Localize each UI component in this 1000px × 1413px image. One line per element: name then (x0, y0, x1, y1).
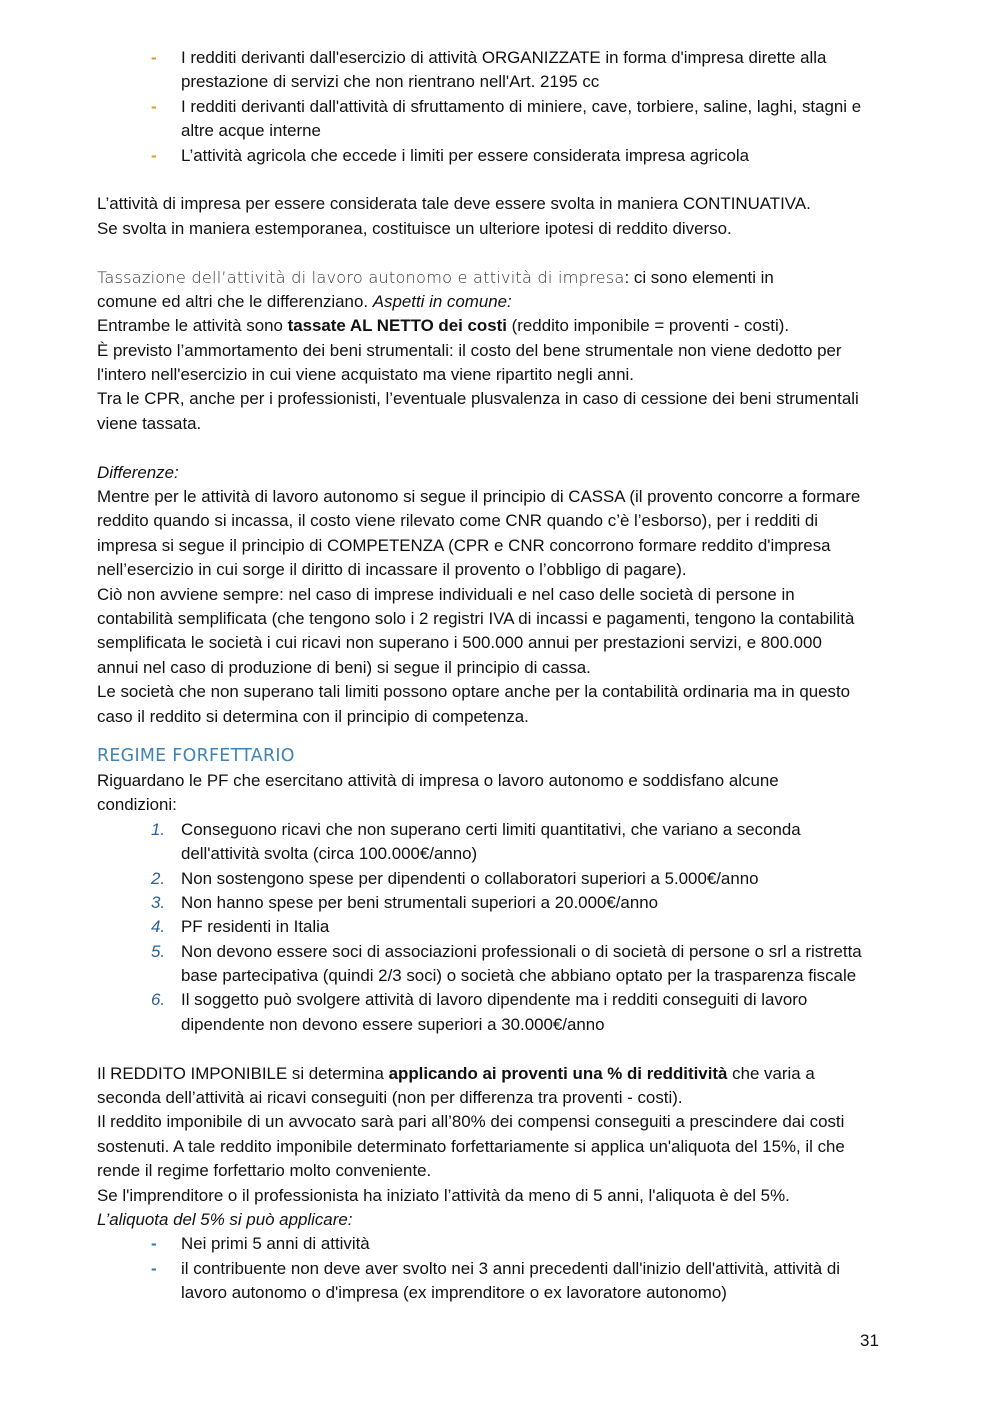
list-item-line: Non devono essere soci di associazioni professionali o di società di persone o srl a ristretta (181, 941, 862, 961)
paragraph-line (97, 1062, 942, 1086)
text-span: che varia a (732, 1063, 815, 1083)
list-number: 6. (151, 990, 166, 1010)
forfettario-section (97, 743, 942, 1037)
imponibile-section (97, 1062, 942, 1306)
list-number: 3. (151, 892, 166, 912)
paragraph-line: impresa si segue il principio di COMPETENZA (CPR e CNR concorrono formare reddito d'impresa (97, 535, 831, 555)
paragraph-line: nell’esercizio in cui sorge il diritto di incassare il provento o l’obbligo di pagare). (97, 560, 687, 580)
list-item (97, 891, 942, 915)
list-number: 4. (151, 917, 166, 937)
list-item (97, 988, 942, 1037)
list-item-line: lavoro autonomo o d'impresa (ex imprenditore o ex lavoratore autonomo) (181, 1283, 727, 1303)
list-item (97, 940, 942, 989)
text-span: Il REDDITO IMPONIBILE si determina (97, 1063, 384, 1083)
list-item (97, 1257, 942, 1306)
italic-heading: L’aliquota del 5% si può applicare: (97, 1209, 353, 1229)
list-item (97, 95, 942, 144)
text-span: (reddito imponibile = proventi - costi). (511, 316, 790, 336)
paragraph-line: Se svolta in maniera estemporanea, costituisce un ulteriore ipotesi di reddito diverso. (97, 218, 732, 238)
list-item (97, 46, 942, 95)
list-item-line: dipendente non devono essere superiori a 30.000€/anno (181, 1014, 605, 1034)
text-span: Entrambe le attività sono (97, 316, 283, 336)
paragraph-line: l'intero nell'esercizio in cui viene acquistato ma viene ripartito negli anni. (97, 365, 634, 385)
list-item (97, 144, 942, 168)
list-item-line: Nei primi 5 anni di attività (181, 1234, 370, 1254)
bullet-dash-icon: - (151, 1258, 157, 1278)
paragraph-line: Mentre per le attività di lavoro autonomo si segue il principio di CASSA (il provento concorre a formare (97, 487, 861, 507)
list-item-line: I redditi derivanti dall'attività di sfruttamento di miniere, cave, torbiere, saline, laghi, stagni e (181, 96, 862, 116)
text-span: : ci sono elementi in (624, 267, 774, 287)
list-number: 2. (151, 868, 166, 888)
section-heading: REGIME FORFETTARIO (97, 745, 295, 766)
aliquota-heading (97, 1208, 942, 1232)
paragraph-line: Riguardano le PF che esercitano attività di impresa o lavoro autonomo e soddisfano alcune (97, 770, 779, 790)
list-item-line: Conseguono ricavi che non superano certi limiti quantitativi, che variano a seconda (181, 819, 801, 839)
conditions-list (97, 818, 942, 1038)
list-item-line: L’attività agricola che eccede i limiti per essere considerata impresa agricola (181, 145, 749, 165)
page-number: 31 (860, 1331, 879, 1350)
paragraph-line: sostenuti. A tale reddito imponibile determinato forfettariamente si applica un'aliquota del 15%, il che (97, 1136, 845, 1156)
bold-text: tassate AL NETTO dei costi (287, 316, 507, 336)
paragraph-line: Il reddito imponibile di un avvocato sarà pari all’80% dei compensi conseguiti a prescindere dai costi (97, 1112, 845, 1132)
list-item-line: dell'attività svolta (circa 100.000€/anno) (181, 844, 478, 864)
text-span: comune ed altri che le differenziano. (97, 291, 369, 311)
list-item-line: base partecipativa (quindi 2/3 soci) o società che abbiano optato per la trasparenza fiscale (181, 966, 857, 986)
bullet-dash-icon: - (151, 48, 157, 67)
list-item-line: altre acque interne (181, 121, 321, 141)
differenze-heading (97, 461, 942, 485)
bullet-dash-icon: - (151, 1234, 157, 1254)
list-item-line: I redditi derivanti dall'esercizio di attività ORGANIZZATE in forma d'impresa dirette alla (181, 48, 827, 67)
aspetti-comune-label: Aspetti in comune: (372, 291, 512, 311)
paragraph-continuativa (97, 192, 942, 241)
list-item (97, 1232, 942, 1256)
list-number: 5. (151, 941, 166, 961)
list-item-line: il contribuente non deve aver svolto nei 3 anni precedenti dall'inizio dell'attività, attività di (181, 1258, 841, 1278)
paragraph-line (97, 266, 942, 290)
aliquota-list (97, 1232, 942, 1305)
paragraph-line: L’attività di impresa per essere considerata tale deve essere svolta in maniera CONTINUATIVA. (97, 194, 811, 214)
paragraph-line: Le società che non superano tali limiti possono optare anche per la contabilità ordinaria ma in questo (97, 682, 851, 702)
paragraph-line (97, 314, 942, 338)
paragraph-line: rende il regime forfettario molto conveniente. (97, 1161, 432, 1181)
list-number: 1. (151, 819, 166, 839)
paragraph-line: caso il reddito si determina con il principio di competenza. (97, 706, 529, 726)
paragraph-line: seconda dell’attività ai ricavi conseguiti (non per differenza tra proventi - costi). (97, 1088, 683, 1108)
differenze-section (97, 461, 942, 729)
tassazione-section (97, 266, 942, 437)
bold-text: applicando ai proventi una % di redditività (388, 1063, 728, 1083)
paragraph-line: annui nel caso di produzione di beni) si segue il principio di cassa. (97, 657, 591, 677)
bullet-dash-icon: - (151, 96, 157, 116)
paragraph-line: semplificata le società i cui ricavi non superano i 500.000 annui per prestazioni servizi, e 800.000 (97, 633, 822, 653)
list-item-line: PF residenti in Italia (181, 917, 330, 937)
list-item-line: prestazione di servizi che non rientrano nell'Art. 2195 cc (181, 72, 600, 92)
list-item (97, 867, 942, 891)
intro-list (97, 46, 942, 168)
italic-heading: Differenze: (97, 462, 179, 482)
paragraph-line: condizioni: (97, 795, 177, 815)
paragraph-line: contabilità semplificata (che tengono solo i 2 registri IVA di incassi e pagamenti, tengono la contabilità (97, 608, 855, 628)
paragraph-line: Tra le CPR, anche per i professionisti, l’eventuale plusvalenza in caso di cessione dei beni strumentali (97, 389, 859, 409)
paragraph-line: Ciò non avviene sempre: nel caso di imprese individuali e nel caso delle società di persone in (97, 584, 795, 604)
list-item-line: Non hanno spese per beni strumentali superiori a 20.000€/anno (181, 892, 659, 912)
paragraph-line: È previsto l’ammortamento dei beni strumentali: il costo del bene strumentale non viene dedotto per (97, 340, 842, 360)
list-item-line: Il soggetto può svolgere attività di lavoro dipendente ma i redditi conseguiti di lavoro (181, 990, 808, 1010)
list-item-line: Non sostengono spese per dipendenti o collaboratori superiori a 5.000€/anno (181, 868, 759, 888)
bullet-dash-icon: - (151, 145, 157, 165)
paragraph-line: viene tassata. (97, 413, 202, 433)
paragraph-line: Se l'imprenditore o il professionista ha iniziato l’attività da meno di 5 anni, l'aliquota è del 5%. (97, 1185, 790, 1205)
page-body (97, 46, 942, 1306)
list-item (97, 818, 942, 867)
paragraph-line: reddito quando si incassa, il costo viene rilevato come CNR quando c’è l’esborso), per i redditi di (97, 511, 819, 531)
paragraph-line (97, 290, 942, 314)
tassazione-heading: Tassazione dell’attività di lavoro autonomo e attività di impresa (97, 267, 625, 287)
list-item (97, 915, 942, 939)
